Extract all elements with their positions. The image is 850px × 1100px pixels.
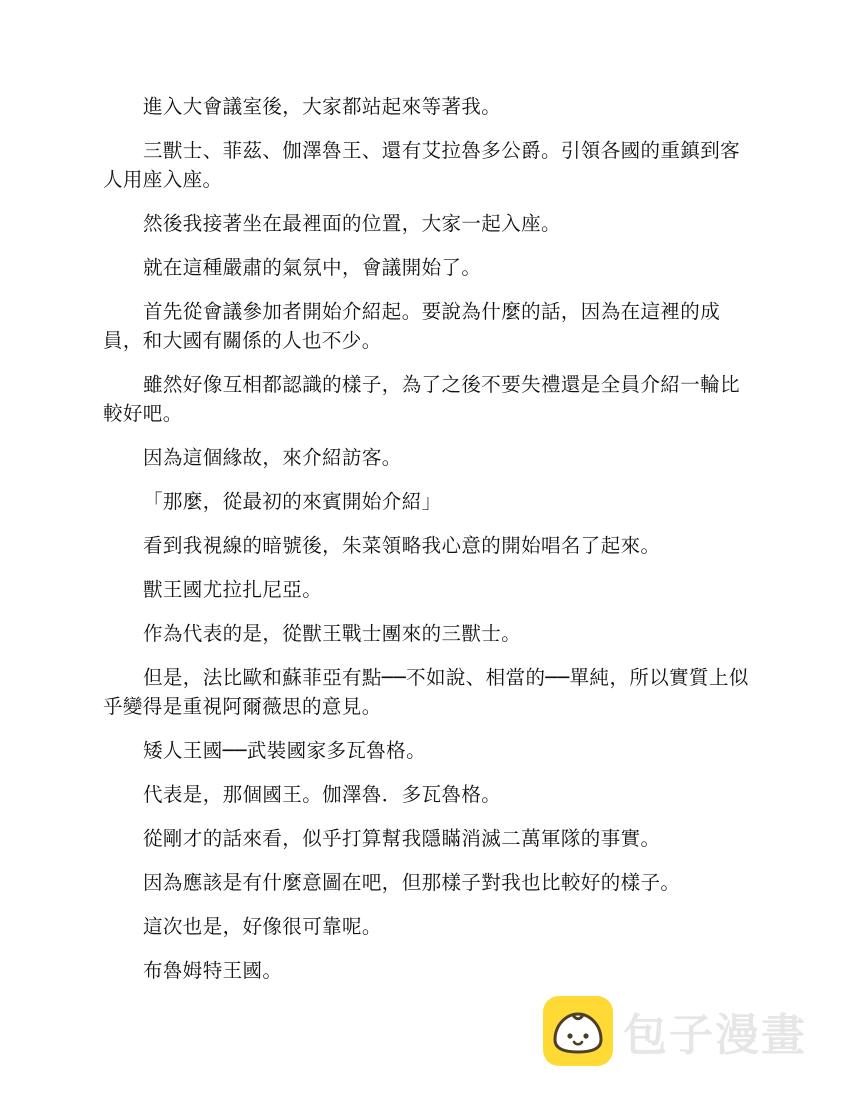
paragraph: 首先從會議參加者開始介紹起。要說為什麼的話，因為在這裡的成員，和大國有關係的人也不少。 — [103, 300, 721, 352]
watermark — [543, 995, 823, 1067]
paragraph: 因為這個緣故，來介紹訪客。 — [143, 446, 402, 469]
paragraph: 但是，法比歐和蘇菲亞有點──不如說、相當的──單純，所以實質上似乎變得是重視阿爾薇思的意見。 — [103, 666, 749, 718]
paragraph: 然後我接著坐在最裡面的位置，大家一起入座。 — [143, 212, 561, 235]
paragraph: 獸王國尤拉扎尼亞。 — [143, 578, 323, 601]
paragraph: 就在這種嚴肅的氣氛中，會議開始了。 — [143, 256, 482, 279]
watermark-text: 包子漫畫 — [623, 1010, 807, 1061]
document-body — [103, 92, 753, 1000]
baozi-bun-icon — [543, 996, 613, 1066]
paragraph: 進入大會議室後，大家都站起來等著我。 — [143, 95, 502, 118]
paragraph: 雖然好像互相都認識的樣子，為了之後不要失禮還是全員介紹一輪比較好吧。 — [103, 373, 741, 425]
paragraph: 從剛才的話來看，似乎打算幫我隱瞞消滅二萬軍隊的事實。 — [143, 827, 661, 850]
paragraph: 作為代表的是，從獸王戰士團來的三獸士。 — [143, 622, 522, 645]
paragraph: 因為應該是有什麼意圖在吧，但那樣子對我也比較好的樣子。 — [143, 871, 681, 894]
paragraph: 這次也是，好像很可靠呢。 — [143, 915, 382, 938]
paragraph: 布魯姆特王國。 — [143, 959, 283, 982]
paragraph: 矮人王國──武裝國家多瓦魯格。 — [143, 739, 426, 762]
paragraph: 代表是，那個國王。伽澤魯．多瓦魯格。 — [143, 783, 502, 806]
paragraph: 「那麼，從最初的來賓開始介紹」 — [143, 490, 442, 513]
paragraph: 看到我視線的暗號後，朱菜領略我心意的開始唱名了起來。 — [143, 534, 661, 557]
paragraph: 三獸士、菲茲、伽澤魯王、還有艾拉魯多公爵。引領各國的重鎮到客人用座入座。 — [103, 139, 741, 191]
